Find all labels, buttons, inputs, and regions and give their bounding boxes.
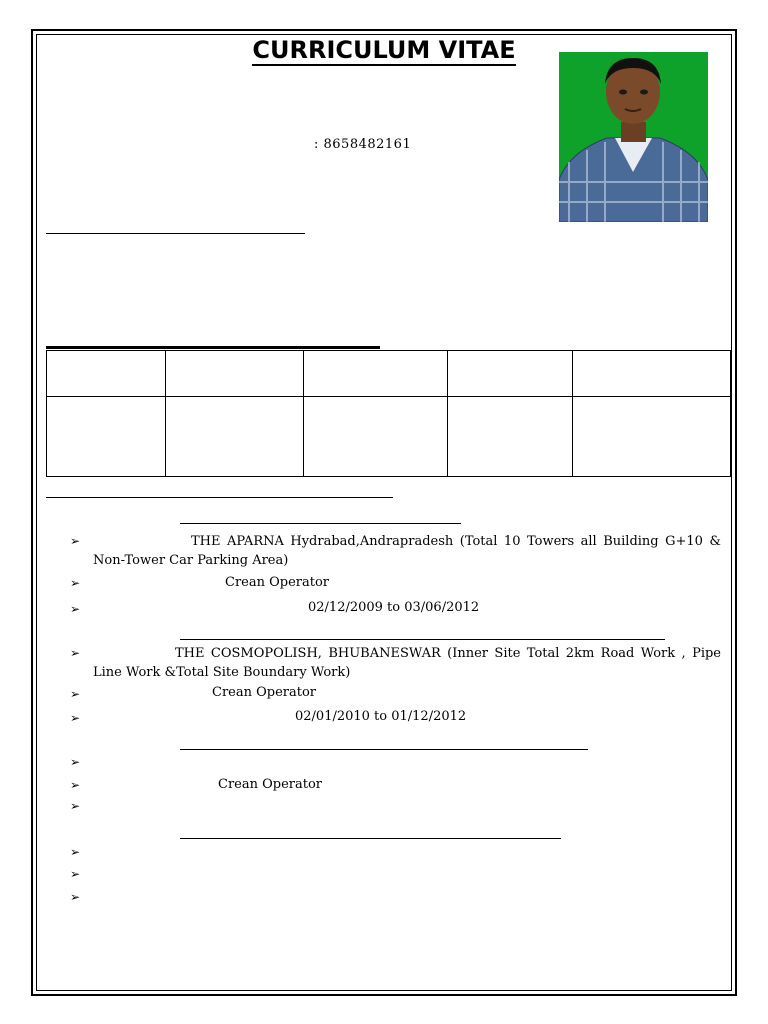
page-title: CURRICULUM VITAE xyxy=(252,36,516,64)
bullet-arrow-icon: ➢ xyxy=(70,799,81,813)
job-2-underline xyxy=(180,639,665,640)
education-data-row xyxy=(47,397,731,477)
bullet-arrow-icon: ➢ xyxy=(70,867,81,881)
table-cell xyxy=(166,397,304,477)
table-cell xyxy=(47,351,166,397)
profile-photo xyxy=(559,52,708,222)
table-cell xyxy=(166,351,304,397)
bullet-arrow-icon: ➢ xyxy=(70,534,81,548)
section-underline-profile xyxy=(46,233,305,234)
bullet-arrow-icon: ➢ xyxy=(70,711,81,725)
person-portrait-icon xyxy=(559,52,708,222)
job-1-underline xyxy=(180,523,461,524)
job-1-duration: 02/12/2009 to 03/06/2012 xyxy=(308,600,480,615)
table-cell xyxy=(448,351,573,397)
table-cell xyxy=(47,397,166,477)
job-1-designation: Crean Operator xyxy=(225,575,330,590)
table-cell xyxy=(304,397,448,477)
bullet-arrow-icon: ➢ xyxy=(70,602,81,616)
bullet-arrow-icon: ➢ xyxy=(70,890,81,904)
table-cell xyxy=(304,351,448,397)
bullet-arrow-icon: ➢ xyxy=(70,687,81,701)
table-cell xyxy=(448,397,573,477)
section-underline-experience xyxy=(46,497,393,498)
phone-number: : 8658482161 xyxy=(314,137,412,152)
education-header-row xyxy=(47,351,731,397)
job-2-project: THE COSMOPOLISH, BHUBANESWAR (Inner Site Total 2km Road Work , Pipe Line Work &Total Site Boundary Work) xyxy=(93,646,721,680)
job-3-designation: Crean Operator xyxy=(218,777,323,792)
bullet-arrow-icon: ➢ xyxy=(70,576,81,590)
section-underline-education xyxy=(46,346,380,349)
job-2-designation: Crean Operator xyxy=(212,685,317,700)
education-table xyxy=(46,350,731,477)
job-3-underline xyxy=(180,749,588,750)
bullet-arrow-icon: ➢ xyxy=(70,845,81,859)
section-4-underline xyxy=(180,838,561,839)
table-cell xyxy=(573,351,731,397)
bullet-arrow-icon: ➢ xyxy=(70,646,81,660)
job-1-project: THE APARNA Hydrabad,Andrapradesh (Total 10 Towers all Building G+10 & Non-Tower Car Parking Area) xyxy=(93,534,721,568)
job-2-duration: 02/01/2010 to 01/12/2012 xyxy=(295,709,467,724)
table-cell xyxy=(573,397,731,477)
bullet-arrow-icon: ➢ xyxy=(70,755,81,769)
bullet-arrow-icon: ➢ xyxy=(70,778,81,792)
